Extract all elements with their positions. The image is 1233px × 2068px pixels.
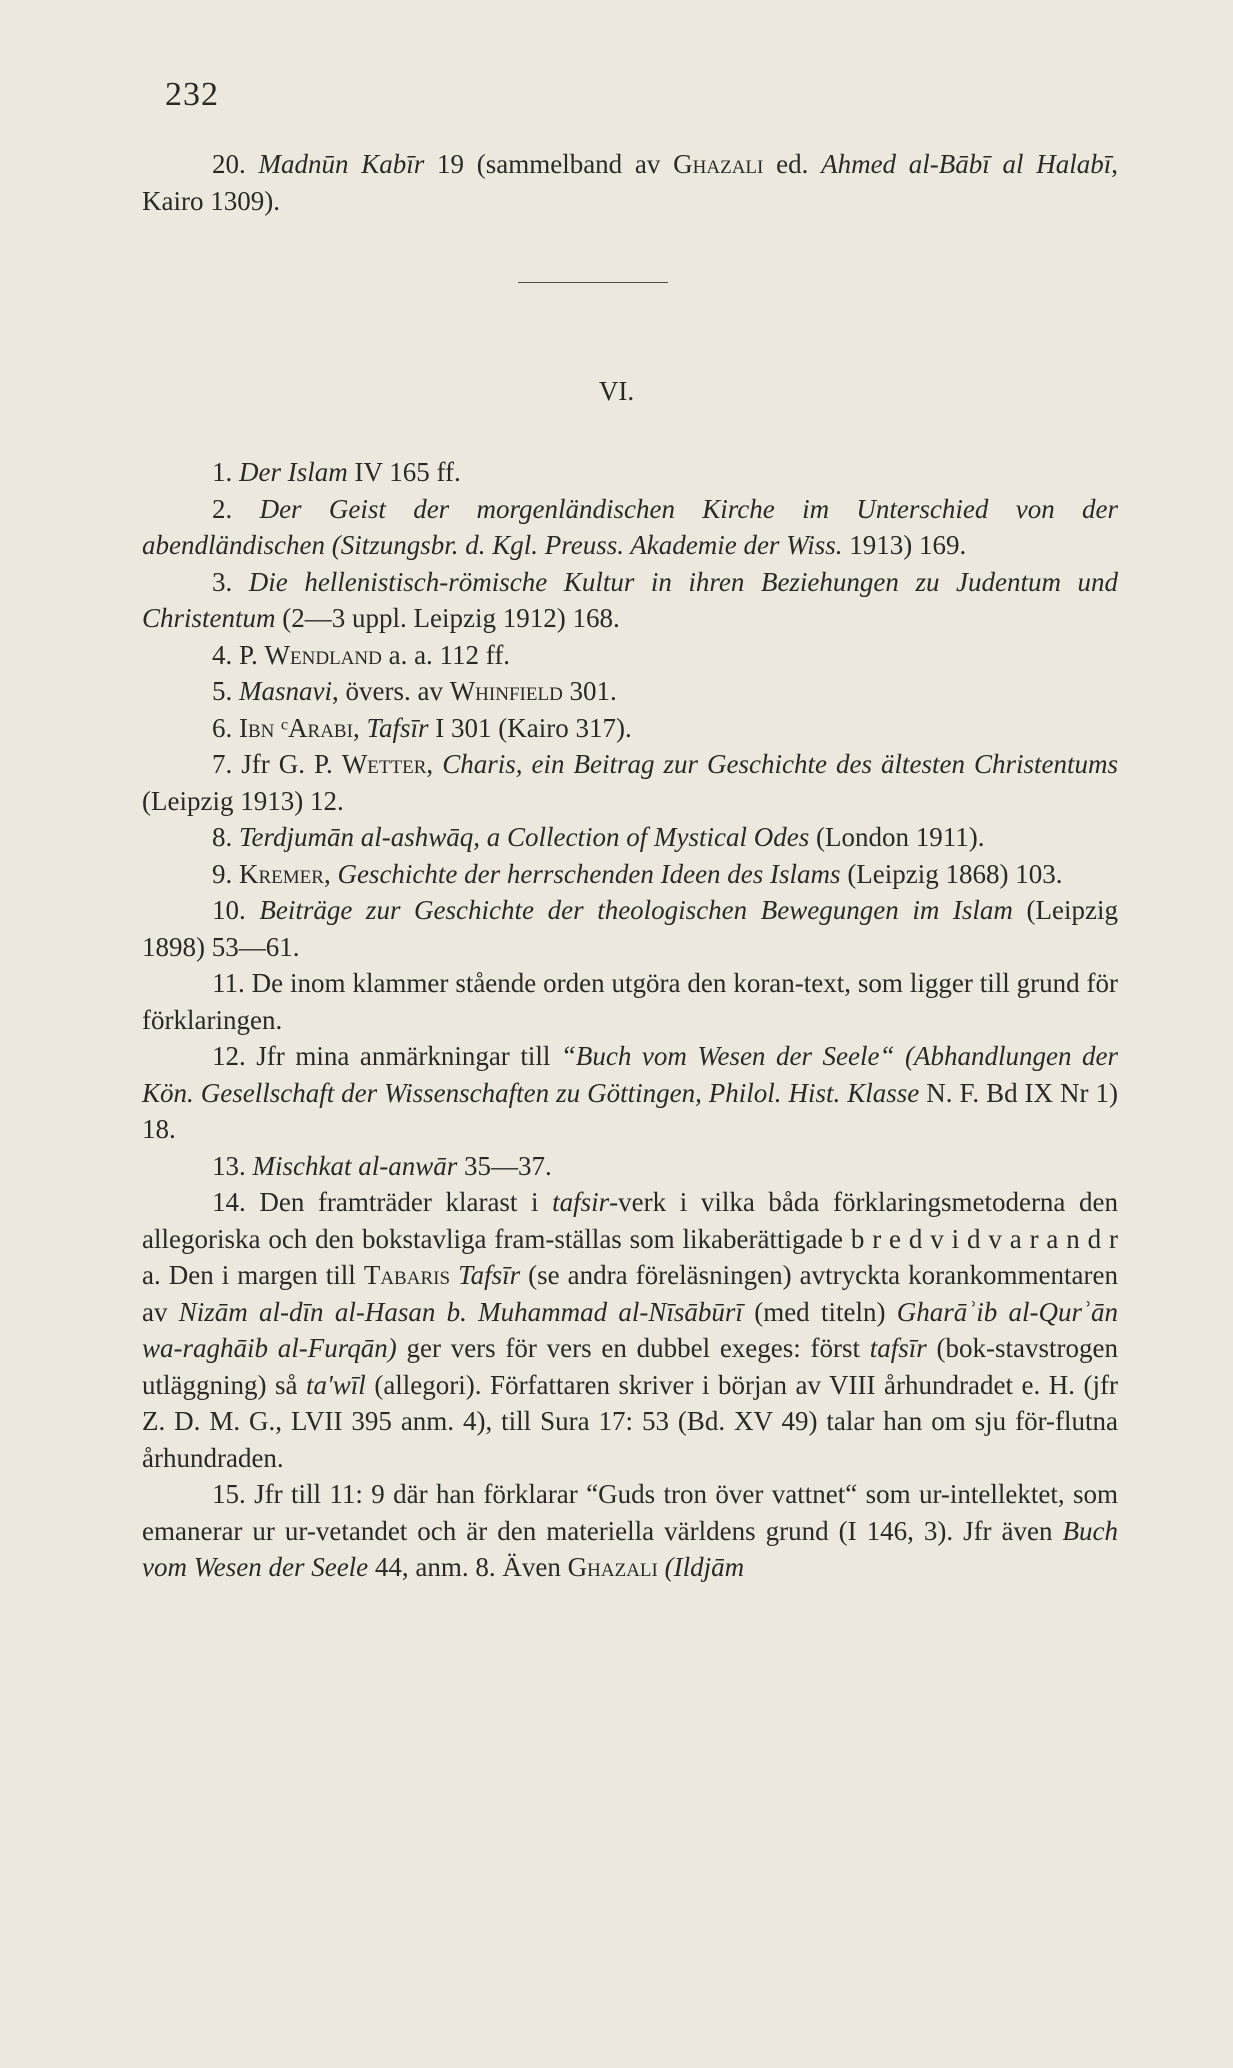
note-text: Mischkat al-anwār [252, 1150, 458, 1181]
note-number: 5. [212, 676, 239, 706]
note-text: Charis, ein Beitrag zur Geschichte des ältesten Christentums [442, 749, 1118, 779]
note-20-text-3: , Kairo 1309). [142, 149, 1119, 216]
notes-list [142, 454, 1118, 1586]
note-item [142, 892, 1118, 965]
note-20-text-1: 19 (sammelband av [424, 149, 674, 179]
note-number: 9. [212, 858, 239, 889]
note-item [142, 454, 1118, 491]
note-text: Wetter [341, 749, 427, 779]
note-item [142, 1476, 1118, 1586]
note-item [142, 819, 1118, 856]
note-text: Ibn ᶜArabi [239, 712, 353, 743]
note-20-title: Madnūn Kabīr [258, 149, 425, 179]
note-text: De inom klammer stående orden utgöra den koran-text, som ligger till grund för förklaringen. [142, 968, 1119, 1035]
note-text: , [352, 712, 367, 743]
note-item [142, 637, 1118, 674]
note-text: 35—37. [457, 1150, 552, 1181]
note-text: Ghazali [567, 1552, 658, 1582]
note-text: (London 1911). [809, 822, 985, 852]
note-text: P. [239, 639, 265, 670]
note-text: N. F. Bd IX Nr 1) 18. [142, 1077, 1118, 1144]
separator-rule [518, 282, 668, 283]
note-text: -verk i vilka båda förklaringsmetoderna den allegoriska och den bokstavliga fram-ställas som likaberättigade b r e d v i d v a r a n d r a. Den i margen till [142, 1187, 1118, 1290]
note-text: (Ildjām [664, 1552, 745, 1582]
note-text: Der Islam [239, 457, 348, 487]
note-text: Der Geist der morgenländischen Kirche im Unterschied von der abendländischen (Sitzungsbr. d. Kgl. Preuss. Akademie der Wiss. [142, 493, 1118, 560]
note-number: 11. [212, 968, 252, 998]
note-item [142, 1184, 1118, 1476]
note-text: Jfr mina anmärkningar till [256, 1041, 561, 1071]
note-text: Terdjumān al-ashwāq, a Collection of Mystical Odes [239, 822, 810, 852]
note-text: (2—3 uppl. Leipzig 1912) 168. [275, 603, 620, 633]
note-number: 14. [212, 1187, 260, 1217]
note-text: (Leipzig 1913) 12. [142, 785, 344, 816]
note-text: Tafsīr [458, 1260, 521, 1290]
note-number: 4. [212, 639, 239, 670]
note-item [142, 746, 1118, 819]
note-number: 8. [212, 822, 239, 852]
note-text: IV 165 ff. [347, 457, 461, 487]
note-text: , [426, 749, 443, 779]
note-text: ger vers för vers en dubbel exeges: först [396, 1333, 870, 1363]
note-text [658, 1552, 665, 1582]
note-20 [142, 146, 1118, 219]
note-item [142, 1148, 1118, 1185]
note-item [142, 856, 1118, 893]
note-text: Tabaris [363, 1260, 451, 1290]
note-text: 1913) 169. [842, 530, 967, 560]
note-item [142, 673, 1118, 710]
note-number: 15. [212, 1479, 255, 1509]
note-text: 44, anm. 8. Även [368, 1552, 568, 1582]
note-20-number: 20. [212, 149, 246, 179]
note-item [142, 564, 1118, 637]
note-text: “Buch vom Wesen der Seele“ (Abhandlungen der Kön. Gesellschaft der Wissenschaften zu Göttingen, Philol. Hist. Klasse [142, 1041, 1119, 1108]
note-number: 6. [212, 712, 239, 743]
note-text: Geschichte der herrschenden Ideen des Islams [337, 858, 841, 889]
note-number: 3. [212, 566, 249, 597]
note-20-author: Ghazali [673, 149, 764, 179]
note-text: a. a. 112 ff. [381, 639, 511, 670]
note-text: Tafsīr [366, 712, 429, 743]
note-text: (se andra föreläsningen) avtryckta korankommentaren av [142, 1260, 1119, 1327]
note-item [142, 1038, 1118, 1148]
note-text: 301. [562, 676, 617, 706]
section-heading: VI. [598, 376, 635, 406]
note-text: Jfr G. P. [241, 749, 342, 779]
note-text: Gharāʾib al-Qurʾān wa-raghāib al-Furqān) [142, 1296, 1118, 1363]
note-text: (Leipzig 1898) 53—61. [142, 895, 1118, 962]
note-text: (bok-stavstrogen utläggning) så [142, 1333, 1118, 1400]
note-text: Buch vom Wesen der Seele [142, 1515, 1118, 1582]
note-number: 2. [212, 493, 260, 524]
page-number: 232 [165, 76, 219, 113]
note-number: 12. [212, 1041, 257, 1071]
note-text: tafsīr [869, 1333, 927, 1363]
note-text: Beiträge zur Geschichte der theologischen Bewegungen im Islam [259, 895, 1013, 925]
note-20-editor: Ahmed al-Bābī al Halabī [821, 149, 1112, 179]
note-number: 1. [212, 457, 239, 487]
note-item [142, 491, 1118, 564]
note-text: Die hellenistisch-römische Kultur in ihren Beziehungen zu Judentum und Christentum [142, 566, 1119, 633]
note-20-text-2: ed. [763, 149, 822, 179]
note-item [142, 965, 1118, 1038]
note-text: Jfr till 11: 9 där han förklarar “Guds tron över vattnet“ som ur-intellektet, som emanerar ur ur-vetandet och är den materiella världens grund (I 146, 3). Jfr även [142, 1479, 1119, 1546]
note-text: Masnavi [239, 676, 332, 706]
note-20-paragraph [142, 146, 1118, 219]
note-text: (med titeln) [742, 1296, 897, 1327]
note-text: (allegori). Författaren skriver i början av VIII århundradet e. H. (jfr Z. D. M. G., LVII 395 anm. 4), till Sura 17: 53 (Bd. XV 49) talar han om sju för-flutna århundraden. [142, 1369, 1118, 1473]
note-item [142, 710, 1118, 747]
note-number: 7. [212, 749, 242, 779]
note-text: Whinfield [449, 676, 563, 706]
note-number: 13. [212, 1150, 253, 1181]
note-text: Wendland [264, 639, 382, 670]
note-text [450, 1260, 458, 1290]
note-text: , övers. av [331, 676, 450, 706]
note-text: I 301 (Kairo 317). [428, 712, 632, 743]
note-text: tafsir [552, 1187, 610, 1217]
note-number: 10. [212, 895, 260, 925]
note-text: ta'wīl [306, 1369, 366, 1400]
note-text: Kremer [239, 858, 324, 889]
note-text: Nizām al-dīn al-Hasan b. Muhammad al-Nīsābūrī [178, 1296, 743, 1327]
note-text: Den framträder klarast i [259, 1187, 553, 1217]
note-text: (Leipzig 1868) 103. [840, 858, 1063, 889]
note-text: , [323, 858, 338, 889]
